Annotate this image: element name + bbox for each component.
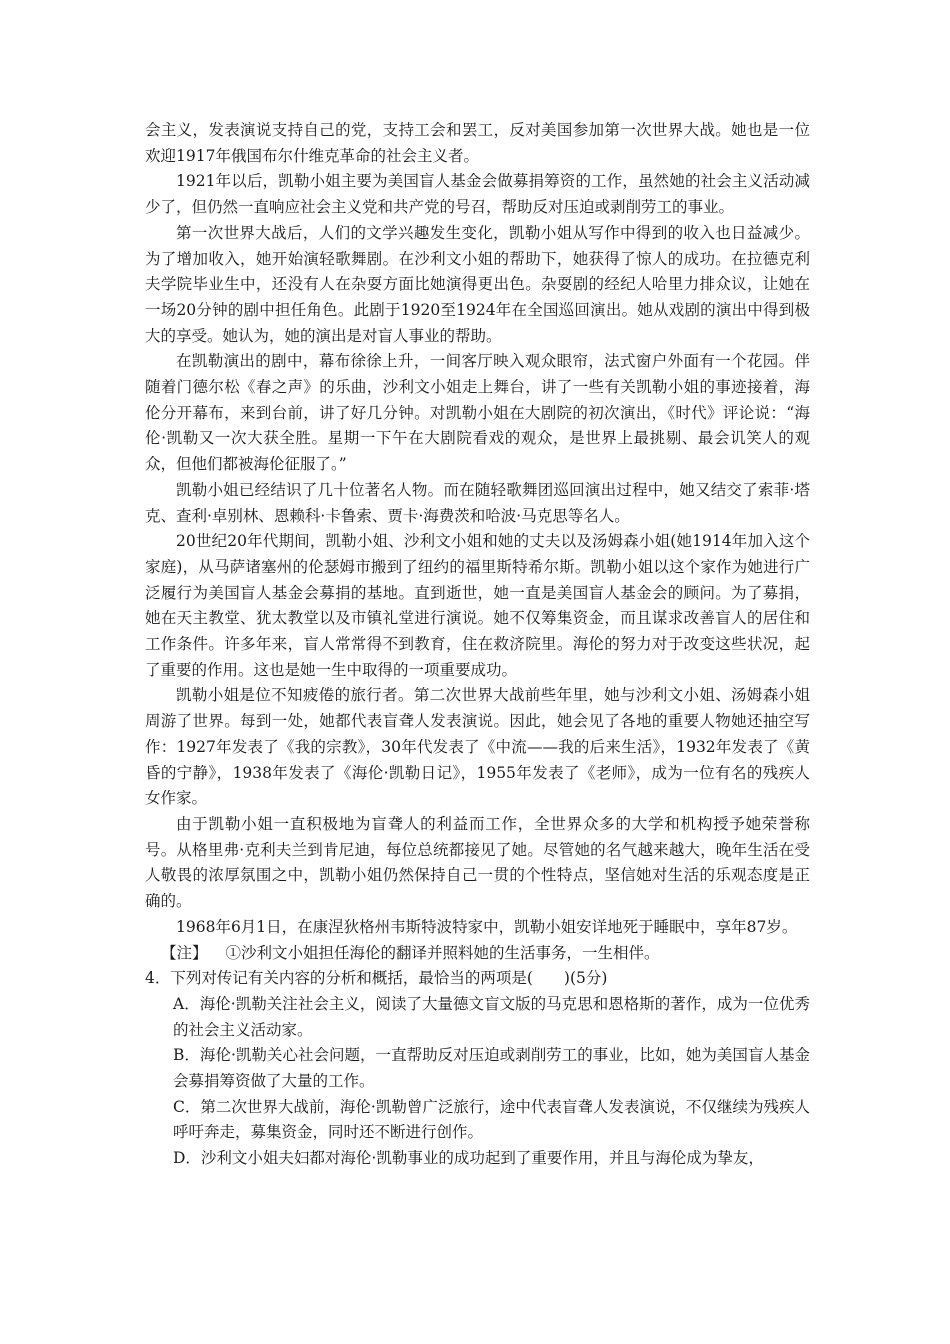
question-stem: 4．下列对传记有关内容的分析和概括，最恰当的两项是( )(5分)	[145, 969, 608, 988]
passage-paragraph: 凯勒小姐是位不知疲倦的旅行者。第二次世界大战前些年里，她与沙利文小姐、汤姆森小姐周游了世界。每到一处，她都代表盲聋人发表演说。因此，她会见了各地的重要人物她还抽空写作：1927年发表了《我的宗教》，30年代发表了《中流——我的后来生活》，1932年发表了《黄昏的宁静》，1938年发表了《海伦·凯勒日记》，1955年发表了《老师》，成为一位有名的残疾人女作家。	[145, 686, 810, 808]
passage-paragraph: 第一次世界大战后，人们的文学兴趣发生变化，凯勒小姐从写作中得到的收入也日益减少。为了增加收入，她开始演轻歌舞剧。在沙利文小姐的帮助下，她获得了惊人的成功。在拉德克利夫学院毕业生中，还没有人在杂耍方面比她演得更出色。杂耍剧的经纪人哈里力排众议，让她在一场20分钟的剧中担任角色。此剧于1920至1924年在全国巡回演出。她从戏剧的演出中得到极大的享受。她认为，她的演出是对盲人事业的帮助。	[145, 223, 810, 345]
footnote-text: ①沙利文小姐担任海伦的翻译并照料她的生活事务，一生相伴。	[225, 943, 660, 962]
option-a: A．海伦·凯勒关注社会主义，阅读了大量德文盲文版的马克思和恩格斯的著作，成为一位优秀的社会主义活动家。	[173, 994, 810, 1039]
footnote	[145, 941, 810, 967]
document-page	[145, 118, 810, 1172]
option-b: B．海伦·凯勒关心社会问题，一直帮助反对压迫或剥削劳工的事业，比如，她为美国盲人基金会募捐筹资做了大量的工作。	[173, 1046, 810, 1091]
passage-paragraph: 在凯勒演出的剧中，幕布徐徐上升，一间客厅映入观众眼帘，法式窗户外面有一个花园。伴随着门德尔松《春之声》的乐曲，沙利文小姐走上舞台，讲了一些有关凯勒小姐的事迹接着，海伦分开幕布，来到台前，讲了好几分钟。对凯勒小姐在大剧院的初次演出，《时代》评论说：“海伦·凯勒又一次大获全胜。星期一下午在大剧院看戏的观众，是世界上最挑剔、最会讥笑人的观众，但他们都被海伦征服了。”	[145, 352, 810, 474]
passage-paragraph: 会主义，发表演说支持自己的党，支持工会和罢工，反对美国参加第一次世界大战。她也是一位欢迎1917年俄国布尔什维克革命的社会主义者。	[145, 121, 810, 165]
passage-paragraph: 凯勒小姐已经结识了几十位著名人物。而在随轻歌舞团巡回演出过程中，她又结交了索菲·塔克、查利·卓别林、恩赖科·卡鲁索、贾卡·海费茨和哈波·马克思等名人。	[145, 480, 810, 525]
footnote-tag: 【注】	[161, 943, 208, 962]
passage-paragraph: 1968年6月1日，在康涅狄格州韦斯特波特家中，凯勒小姐安详地死于睡眠中，享年87岁。	[176, 917, 798, 936]
passage-paragraph: 20世纪20年代期间，凯勒小姐、沙利文小姐和她的丈夫以及汤姆森小姐(她1914年加入这个家庭)，从马萨诸塞州的伦瑟姆市搬到了纽约的福里斯特希尔斯。凯勒小姐以这个家作为她进行广泛履行为美国盲人基金会募捐的基地。直到逝世，她一直是美国盲人基金会的顾问。为了募捐，她在天主教堂、犹太教堂以及市镇礼堂进行演说。她不仅筹集资金，而且谋求改善盲人的居住和工作条件。许多年来，盲人常常得不到教育，住在救济院里。海伦的努力对于改变这些状况，起了重要的作用。这也是她一生中取得的一项重要成功。	[145, 532, 810, 679]
passage-paragraph: 由于凯勒小姐一直积极地为盲聋人的利益而工作，全世界众多的大学和机构授予她荣誉称号。从格里弗·克利夫兰到肯尼迪，每位总统都接见了她。尽管她的名气越来越大，晚年生活在受人敬畏的浓厚氛围之中，凯勒小姐仍然保持自己一贯的个性特点，坚信她对生活的乐观态度是正确的。	[145, 814, 810, 911]
option-d: D．沙利文小姐夫妇都对海伦·凯勒事业的成功起到了重要作用，并且与海伦成为挚友，	[173, 1149, 764, 1168]
passage-paragraph: 1921年以后，凯勒小姐主要为美国盲人基金会做募捐筹资的工作，虽然她的社会主义活动减少了，但仍然一直响应社会主义党和共产党的号召，帮助反对压迫或剥削劳工的事业。	[145, 172, 810, 217]
option-c: C．第二次世界大战前，海伦·凯勒曾广泛旅行，途中代表盲聋人发表演说，不仅继续为残疾人呼吁奔走，募集资金，同时还不断进行创作。	[173, 1097, 810, 1142]
